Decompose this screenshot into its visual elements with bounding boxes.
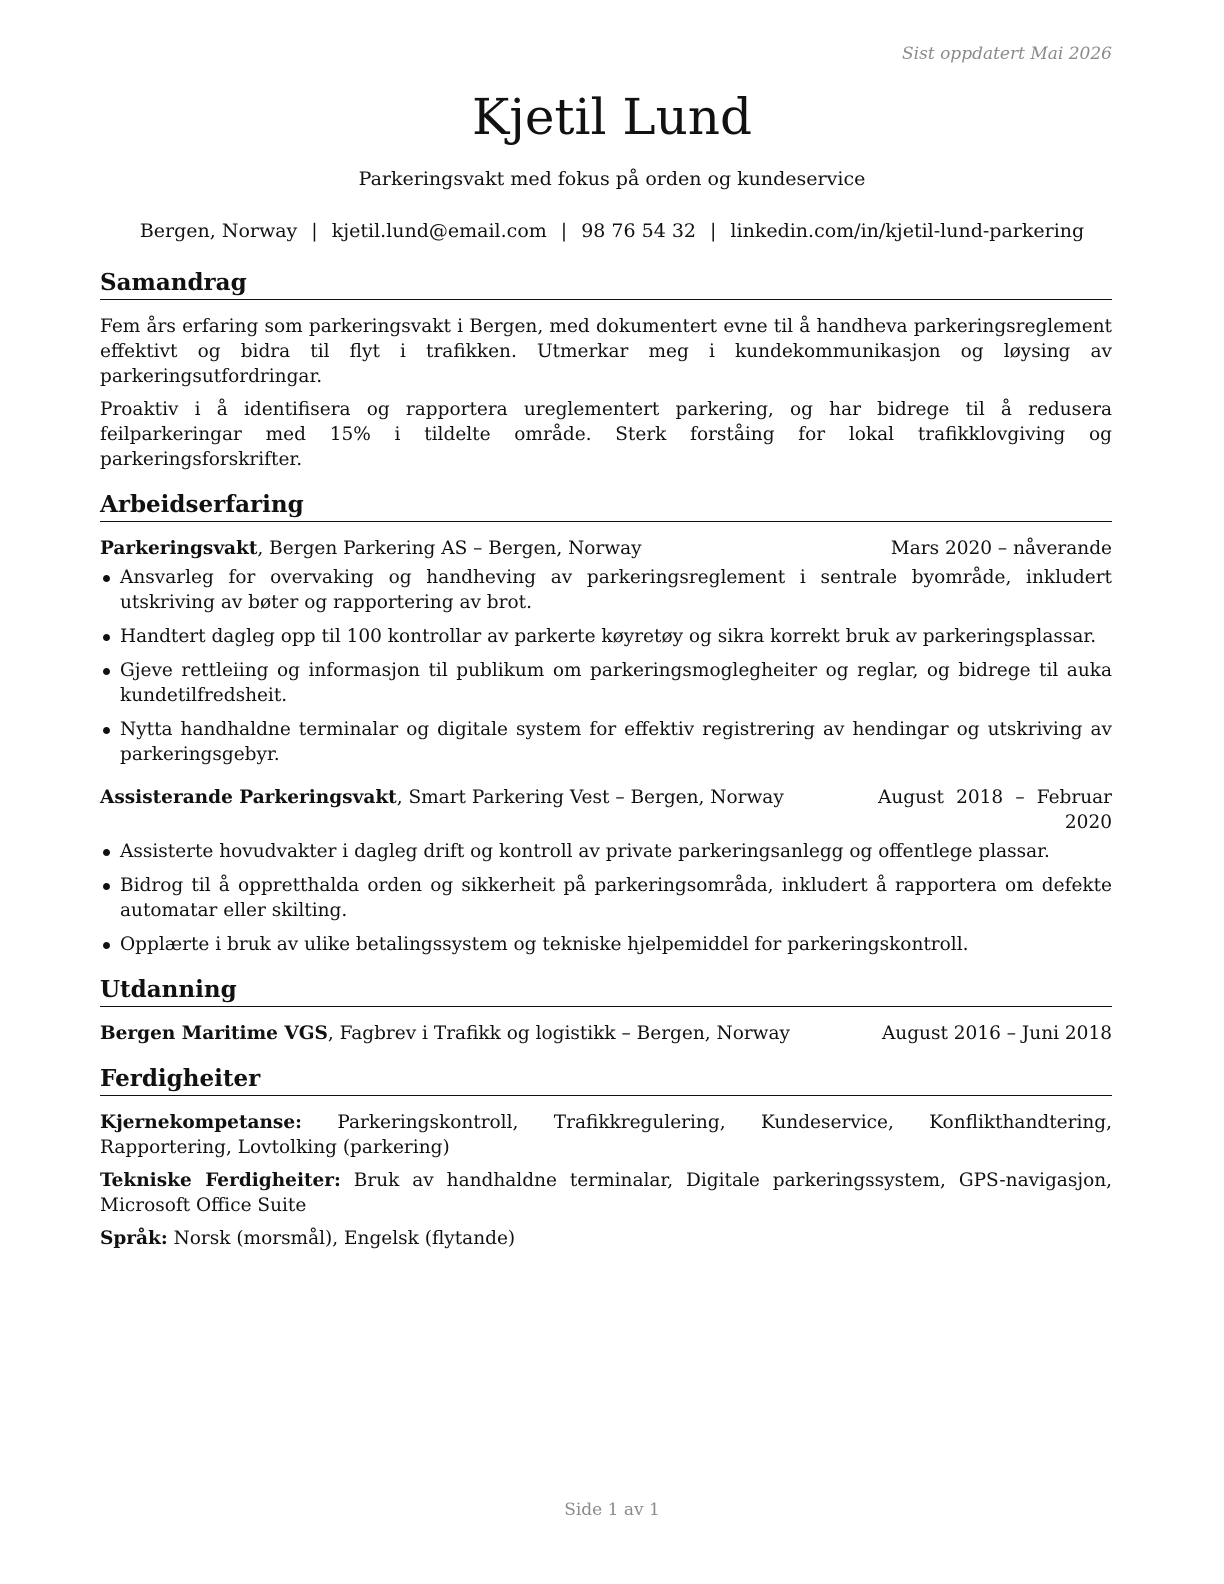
education-section	[100, 975, 1112, 1046]
skill-group-label: Tekniske Ferdigheiter:	[100, 1170, 341, 1191]
contact-separator: |	[311, 220, 318, 242]
skills-section	[100, 1064, 1112, 1251]
job-bullets	[100, 839, 1112, 957]
job-role: Assisterande Parkeringsvakt	[100, 787, 397, 808]
experience-heading: Arbeidserfaring	[100, 490, 1112, 522]
contact-location: Bergen, Norway	[139, 220, 298, 242]
skill-group-label: Kjernekompetanse:	[100, 1112, 302, 1133]
skills-heading: Ferdigheiter	[100, 1064, 1112, 1096]
education-detail: , Fagbrev i Trafikk og logistikk – Bergen, Norway	[327, 1023, 790, 1044]
job-role: Parkeringsvakt	[100, 538, 258, 559]
job-bullet: Assisterte hovudvakter i dagleg drift og kontroll av private parkeringsanlegg og offentlege plassar.	[100, 839, 1112, 864]
skill-group	[100, 1168, 1112, 1218]
education-entry	[100, 1021, 1112, 1046]
skill-group	[100, 1110, 1112, 1160]
job-header	[100, 785, 1112, 835]
candidate-tagline: Parkeringsvakt med fokus på orden og kundeservice	[358, 168, 866, 190]
last-updated-note: Sist oppdatert Mai 2026	[902, 44, 1112, 64]
education-dates: August 2016 – Juni 2018	[881, 1023, 1112, 1044]
contact-phone: 98 76 54 32	[581, 220, 697, 242]
education-title-line	[100, 1021, 882, 1046]
contact-email[interactable]: kjetil.lund@email.com	[331, 220, 547, 242]
skill-group-text: Bruk av handhaldne terminalar, Digitale parkeringssystem, GPS-navigasjon, Microsoft Office Suite	[100, 1170, 1112, 1216]
job-dates: Mars 2020 – nåverande	[890, 538, 1112, 559]
job-bullet: Gjeve rettleiing og informasjon til publikum om parkeringsmoglegheiter og reglar, og bidrege til auka kundetilfredsheit.	[100, 658, 1112, 708]
job-header	[100, 536, 1112, 561]
job-entry	[100, 785, 1112, 957]
job-company: , Bergen Parkering AS – Bergen, Norway	[257, 538, 642, 559]
summary-paragraph: Proaktiv i å identifisera og rapportera ureglementert parkering, og har bidrege til å redusera feilparkeringar med 15% i tildelte område. Sterk forståing for lokal trafikklovgiving og parkeringsforskrifter.	[100, 399, 1112, 470]
contact-linkedin[interactable]: linkedin.com/in/kjetil-lund-parkering	[730, 220, 1085, 242]
job-dates: August 2018 – Februar 2020	[878, 787, 1112, 833]
summary-paragraph: Fem års erfaring som parkeringsvakt i Bergen, med dokumentert evne til å handheva parkeringsreglement effektivt og bidra til flyt i trafikken. Utmerkar meg i kundekommunikasjon og løysing av parkeringsutfordringar.	[100, 316, 1112, 387]
skill-group-text: Parkeringskontroll, Trafikkregulering, Kundeservice, Konflikthandtering, Rapportering, Lovtolking (parkering)	[100, 1112, 1112, 1158]
job-bullet: Ansvarleg for overvaking og handheving av parkeringsreglement i sentrale byområde, inkludert utskriving av bøter og rapportering av brot.	[100, 565, 1112, 615]
job-bullet: Nytta handhaldne terminalar og digitale system for effektiv registrering av hendingar og utskriving av parkeringsgebyr.	[100, 717, 1112, 767]
job-title-line	[100, 536, 891, 561]
education-heading: Utdanning	[100, 975, 1112, 1007]
skill-group	[100, 1226, 1112, 1251]
page-number: Side 1 av 1	[564, 1500, 660, 1520]
job-bullet: Bidrog til å oppretthalda orden og sikkerheit på parkeringsområda, inkludert å rapportera om defekte automatar eller skilting.	[100, 873, 1112, 923]
job-title-line	[100, 785, 878, 810]
resume-body	[100, 268, 1112, 1251]
job-company: , Smart Parkering Vest – Bergen, Norway	[396, 787, 784, 808]
job-entry	[100, 536, 1112, 767]
candidate-name: Kjetil Lund	[471, 88, 753, 146]
summary-section	[100, 268, 1112, 472]
contact-separator: |	[560, 220, 568, 242]
skill-group-label: Språk:	[100, 1228, 168, 1249]
job-bullets	[100, 565, 1112, 767]
skill-group-text: Norsk (morsmål), Engelsk (flytande)	[167, 1228, 516, 1249]
job-bullet: Opplærte i bruk av ulike betalingssystem og tekniske hjelpemiddel for parkeringskontroll.	[100, 932, 1112, 957]
contact-separator: |	[710, 220, 717, 242]
contact-line	[0, 218, 1224, 244]
job-bullet: Handtert dagleg opp til 100 kontrollar av parkerte køyretøy og sikra korrekt bruk av parkeringsplassar.	[100, 624, 1112, 649]
experience-section	[100, 490, 1112, 957]
summary-heading: Samandrag	[100, 268, 1112, 300]
education-school: Bergen Maritime VGS	[100, 1023, 328, 1044]
